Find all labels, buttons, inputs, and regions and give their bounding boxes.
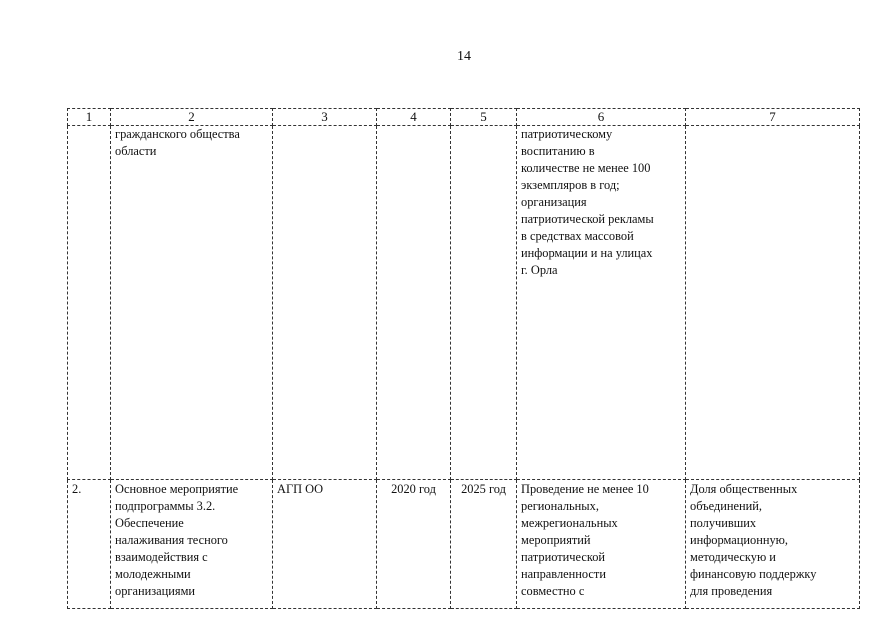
cell-text: АГП ОО [277, 482, 324, 496]
column-header: 5 [451, 109, 517, 126]
table-cell [517, 126, 686, 480]
cell-text: Доля общественных объединений, получивших информационную, методическую и финансовую поддержку для проведения [690, 482, 817, 598]
cell-text: 2020 год [391, 482, 436, 496]
table-cell [451, 126, 517, 480]
table-cell [68, 126, 111, 480]
column-header: 7 [686, 109, 860, 126]
table-cell [273, 480, 377, 609]
cell-text: Основное мероприятие подпрограммы 3.2. Обеспечение налаживания тесного взаимодействия с молодежными организациями [115, 482, 239, 598]
column-header: 6 [517, 109, 686, 126]
column-header: 3 [273, 109, 377, 126]
table-cell [451, 480, 517, 609]
column-header: 2 [111, 109, 273, 126]
cell-text: патриотическому воспитанию в количестве не менее 100 экземпляров в год; организация патриотической рекламы в средствах массовой информации и на улицах г. Орла [521, 127, 654, 277]
table-cell [517, 480, 686, 609]
column-header: 1 [68, 109, 111, 126]
table-cell [68, 480, 111, 609]
page-number: 14 [457, 49, 471, 64]
cell-text: гражданского общества области [115, 127, 240, 158]
table-header-row [68, 109, 860, 126]
table-cell [273, 126, 377, 480]
table-cell [111, 480, 273, 609]
table-cell [111, 126, 273, 480]
table-cell [686, 480, 860, 609]
cell-text: 2. [72, 482, 82, 496]
table-cell [377, 480, 451, 609]
table-cell [686, 126, 860, 480]
cell-text: 2025 год [461, 482, 506, 496]
document-table [67, 108, 860, 609]
table-row [68, 480, 860, 609]
table-row [68, 126, 860, 480]
cell-text: Проведение не менее 10 региональных, межрегиональных мероприятий патриотической направленности совместно с [521, 482, 649, 598]
column-header: 4 [377, 109, 451, 126]
table-cell [377, 126, 451, 480]
